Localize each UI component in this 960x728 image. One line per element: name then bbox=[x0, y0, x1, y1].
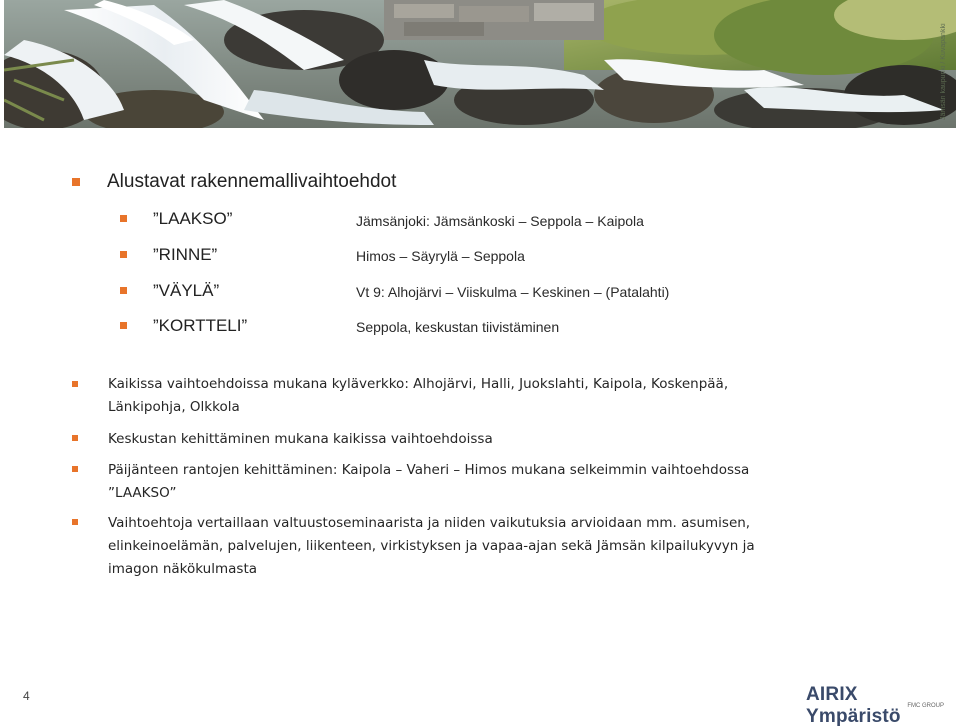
option-route: Himos – Säyrylä – Seppola bbox=[356, 248, 525, 264]
photo-credit: Jämsän kaupunki / Kuvapankki bbox=[940, 23, 947, 120]
logo-subtitle: FMC GROUP bbox=[907, 703, 944, 709]
header-photo-rapids bbox=[4, 0, 956, 128]
option-route: Seppola, keskustan tiivistäminen bbox=[356, 319, 560, 335]
point-text bbox=[108, 428, 493, 451]
point-text bbox=[108, 459, 749, 505]
rapids-illustration bbox=[4, 0, 956, 128]
bullet-icon bbox=[120, 322, 127, 329]
bullet-icon bbox=[120, 251, 127, 258]
option-name: ”VÄYLÄ” bbox=[153, 281, 220, 300]
point-line: Päijänteen rantojen kehittäminen: Kaipola – Vaheri – Himos mukana selkeimmin vaihtoehdossa bbox=[108, 462, 750, 478]
point-line: Keskustan kehittäminen mukana kaikissa vaihtoehdoissa bbox=[108, 431, 493, 447]
point-text bbox=[108, 512, 755, 581]
bullet-icon bbox=[72, 466, 78, 472]
point-line: Länkipohja, Olkkola bbox=[108, 399, 240, 415]
point-line: ”LAAKSO” bbox=[108, 485, 177, 501]
bullet-icon bbox=[72, 381, 78, 387]
option-name: ”KORTTELI” bbox=[153, 316, 248, 335]
option-route: Jämsänjoki: Jämsänkoski – Seppola – Kaipola bbox=[356, 213, 644, 229]
point-line: Vaihtoehtoja vertaillaan valtuustoseminaarista ja niiden vaikutuksia arvioidaan mm. asumisen, bbox=[108, 515, 751, 531]
slide-heading: Alustavat rakennemallivaihtoehdot bbox=[107, 171, 397, 192]
airix-logo bbox=[806, 684, 946, 727]
point-line: Kaikissa vaihtoehdoissa mukana kyläverkko: Alhojärvi, Halli, Juokslahti, Kaipola, Koskenpää, bbox=[108, 376, 729, 392]
point-line: imagon näkökulmasta bbox=[108, 561, 258, 577]
bullet-icon bbox=[120, 215, 127, 222]
option-name: ”LAAKSO” bbox=[153, 209, 233, 228]
point-text bbox=[108, 373, 728, 419]
option-name: ”RINNE” bbox=[153, 245, 218, 264]
bullet-icon bbox=[72, 178, 80, 186]
bullet-icon bbox=[120, 287, 127, 294]
logo-name: AIRIX Ympäristö bbox=[806, 684, 901, 727]
point-line: elinkeinoelämän, palvelujen, liikenteen, virkistyksen ja vapaa-ajan sekä Jämsän kilpailukyvyn ja bbox=[108, 538, 755, 554]
bullet-icon bbox=[72, 435, 78, 441]
bullet-icon bbox=[72, 519, 78, 525]
page-number: 4 bbox=[23, 689, 30, 703]
option-route: Vt 9: Alhojärvi – Viiskulma – Keskinen – (Patalahti) bbox=[356, 284, 670, 300]
